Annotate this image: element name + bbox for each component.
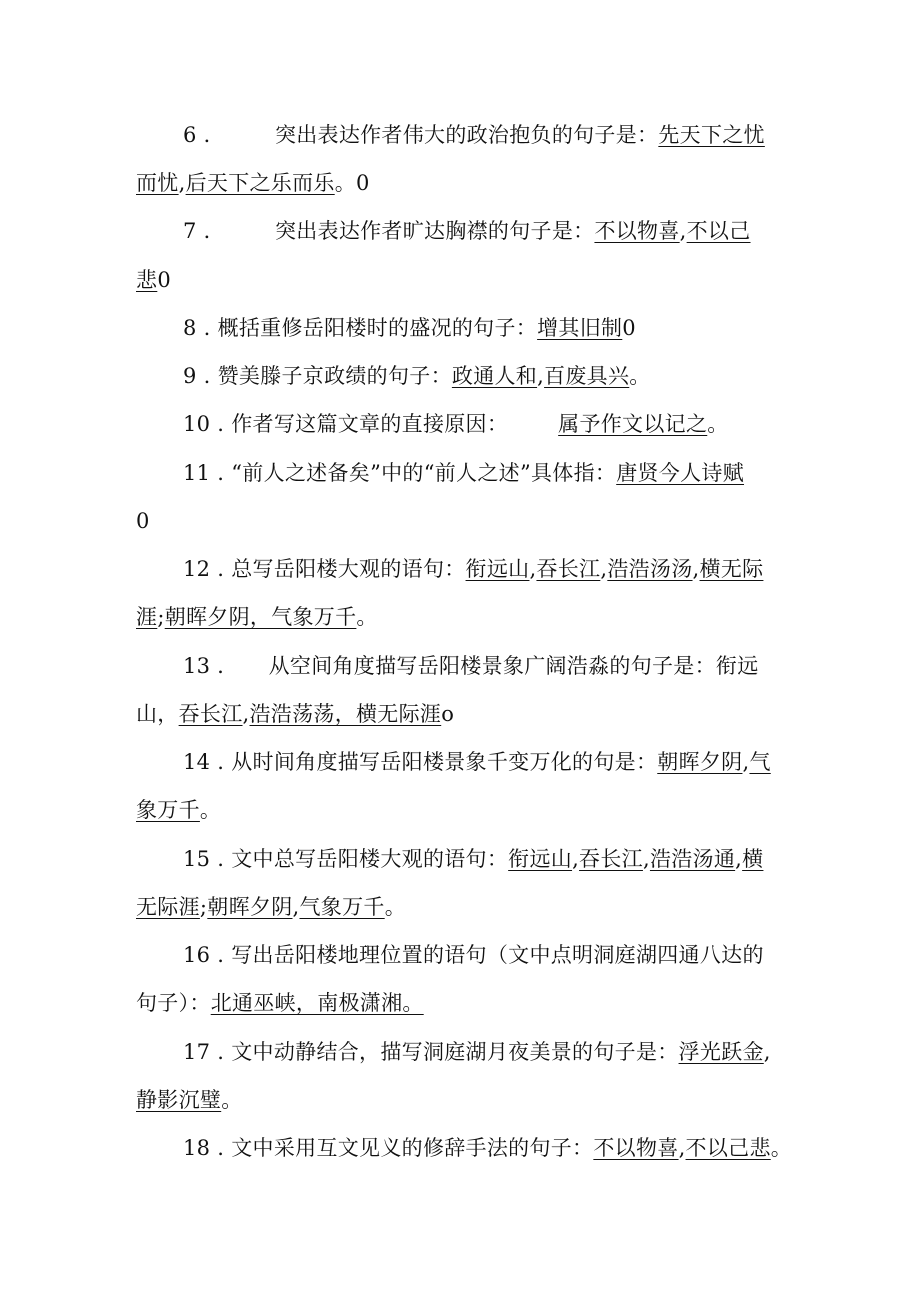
answer-text: 浩浩汤通	[649, 847, 736, 871]
question-text: ,	[642, 847, 650, 871]
text-line	[136, 700, 454, 728]
question-text: 12 . 总写岳阳楼大观的语句：	[183, 557, 466, 581]
answer-text: 增其旧制	[537, 316, 623, 340]
answer-text: 百废具兴	[544, 364, 630, 388]
question-text: ,	[529, 557, 537, 581]
text-line	[183, 362, 651, 390]
answer-text: 静影沉璧	[136, 1088, 222, 1112]
answer-text: 象万千	[136, 798, 200, 822]
question-text: 0	[157, 268, 171, 292]
question-text: 16 . 写出岳阳楼地理位置的语句（文中点明洞庭湖四通八达的	[183, 943, 764, 967]
answer-text: 涯	[136, 605, 158, 629]
text-line	[183, 314, 636, 342]
answer-text: 而忧	[136, 171, 179, 195]
question-text: 6 ．	[183, 123, 225, 147]
answer-text: 吞长江	[579, 847, 643, 871]
text-line	[136, 796, 221, 824]
question-text: ;	[199, 895, 208, 919]
text-line	[136, 507, 150, 535]
question-text: 8 . 概括重修岳阳楼时的盛况的句子：	[183, 316, 538, 340]
question-text: ,	[678, 1136, 686, 1160]
question-text: 。	[384, 895, 406, 919]
question-text: ,	[763, 1040, 771, 1064]
answer-text: 不以物喜	[594, 219, 680, 243]
question-text: 0	[136, 509, 150, 533]
answer-text: 悲	[136, 268, 158, 292]
answer-text: 不以物喜	[593, 1136, 679, 1160]
answer-text: 衔远山	[465, 557, 530, 581]
text-line	[183, 217, 751, 245]
question-text: 。	[356, 605, 378, 629]
answer-text: 吞长江	[536, 557, 601, 581]
answer-text: 政通人和	[451, 364, 538, 388]
answer-text: 唐贤今人诗赋	[616, 461, 745, 485]
text-line	[183, 845, 763, 873]
answer-text: 衔远山	[508, 847, 573, 871]
text-line	[136, 989, 424, 1017]
text-line	[136, 266, 171, 294]
question-text: 从空间角度描写岳阳楼景象广阔浩淼的句子是：衔远	[268, 654, 759, 678]
question-text: ,	[742, 750, 750, 774]
answer-text: 属予作文以记之	[558, 412, 708, 436]
answer-text: 后天下之乐而乐	[185, 171, 335, 195]
text-line	[183, 1038, 771, 1066]
question-text: 突出表达作者伟大的政治抱负的句子是：	[274, 123, 659, 147]
question-text: 13 ．	[183, 654, 239, 678]
answer-text: 吞长江	[178, 702, 243, 726]
answer-text: 横无际	[699, 557, 764, 581]
answer-text: 横	[742, 847, 764, 871]
question-text: o	[441, 702, 455, 726]
question-text: ,	[600, 557, 608, 581]
answer-text: 朝晖夕阴，气象万千	[164, 605, 357, 629]
answer-text: 浮光跃金	[678, 1040, 764, 1064]
answer-text: 朝晖夕阴	[207, 895, 293, 919]
question-text: ,	[242, 702, 250, 726]
answer-text: 浩浩汤汤	[607, 557, 693, 581]
answer-text: 气象万千	[299, 895, 385, 919]
question-text: 10 . 作者写这篇文章的直接原因：	[183, 412, 509, 436]
answer-text: 不以己	[686, 219, 751, 243]
question-text: 14 . 从时间角度描写岳阳楼景象千变万化的句是：	[183, 750, 658, 774]
question-text: 。	[707, 412, 729, 436]
question-text: 17 . 文中动静结合，描写洞庭湖月夜美景的句子是：	[183, 1040, 679, 1064]
text-line	[183, 652, 759, 680]
question-text: 7 ．	[183, 219, 225, 243]
answer-text: 浩浩荡荡，横无际涯	[249, 702, 442, 726]
question-text: 。	[629, 364, 651, 388]
text-line	[136, 1086, 243, 1114]
text-line	[183, 459, 744, 487]
question-text: 18 . 文中采用互文见义的修辞手法的句子：	[183, 1136, 594, 1160]
text-line	[136, 603, 378, 631]
question-text: 0	[622, 316, 636, 340]
question-text: ,	[735, 847, 743, 871]
question-text: 15 . 文中总写岳阳楼大观的语句：	[183, 847, 509, 871]
question-text: ,	[572, 847, 580, 871]
question-text: 。0	[334, 171, 370, 195]
text-line	[136, 169, 370, 197]
text-line	[183, 1134, 792, 1162]
question-text: ,	[537, 364, 545, 388]
question-text: 句子）：	[136, 991, 211, 1015]
text-line	[183, 941, 764, 969]
text-line	[136, 893, 406, 921]
question-text: 。	[770, 1136, 793, 1160]
question-text: 。	[199, 798, 222, 822]
question-text: ,	[292, 895, 300, 919]
text-line	[183, 410, 729, 438]
question-text: ,	[692, 557, 700, 581]
text-line	[183, 748, 771, 776]
question-text: ,	[679, 219, 687, 243]
question-text: 。	[221, 1088, 243, 1112]
text-line	[183, 555, 763, 583]
question-text: 11 . “前人之述备矣”中的“前人之述”具体指：	[183, 461, 617, 485]
question-text: 山，	[136, 702, 179, 726]
question-text: ;	[157, 605, 165, 629]
question-text: ,	[178, 171, 186, 195]
text-line	[183, 121, 765, 149]
answer-text: 朝晖夕阴	[657, 750, 743, 774]
answer-text: 不以己悲	[685, 1136, 771, 1160]
question-text: 突出表达作者旷达胸襟的句子是：	[274, 219, 595, 243]
question-text: 9 . 赞美滕子京政绩的句子：	[183, 364, 452, 388]
answer-text: 先天下之忧	[658, 123, 765, 147]
answer-text: 无际涯	[136, 895, 200, 919]
answer-text: 北通巫峡，南极潇湘。	[210, 991, 424, 1015]
answer-text: 气	[749, 750, 771, 774]
